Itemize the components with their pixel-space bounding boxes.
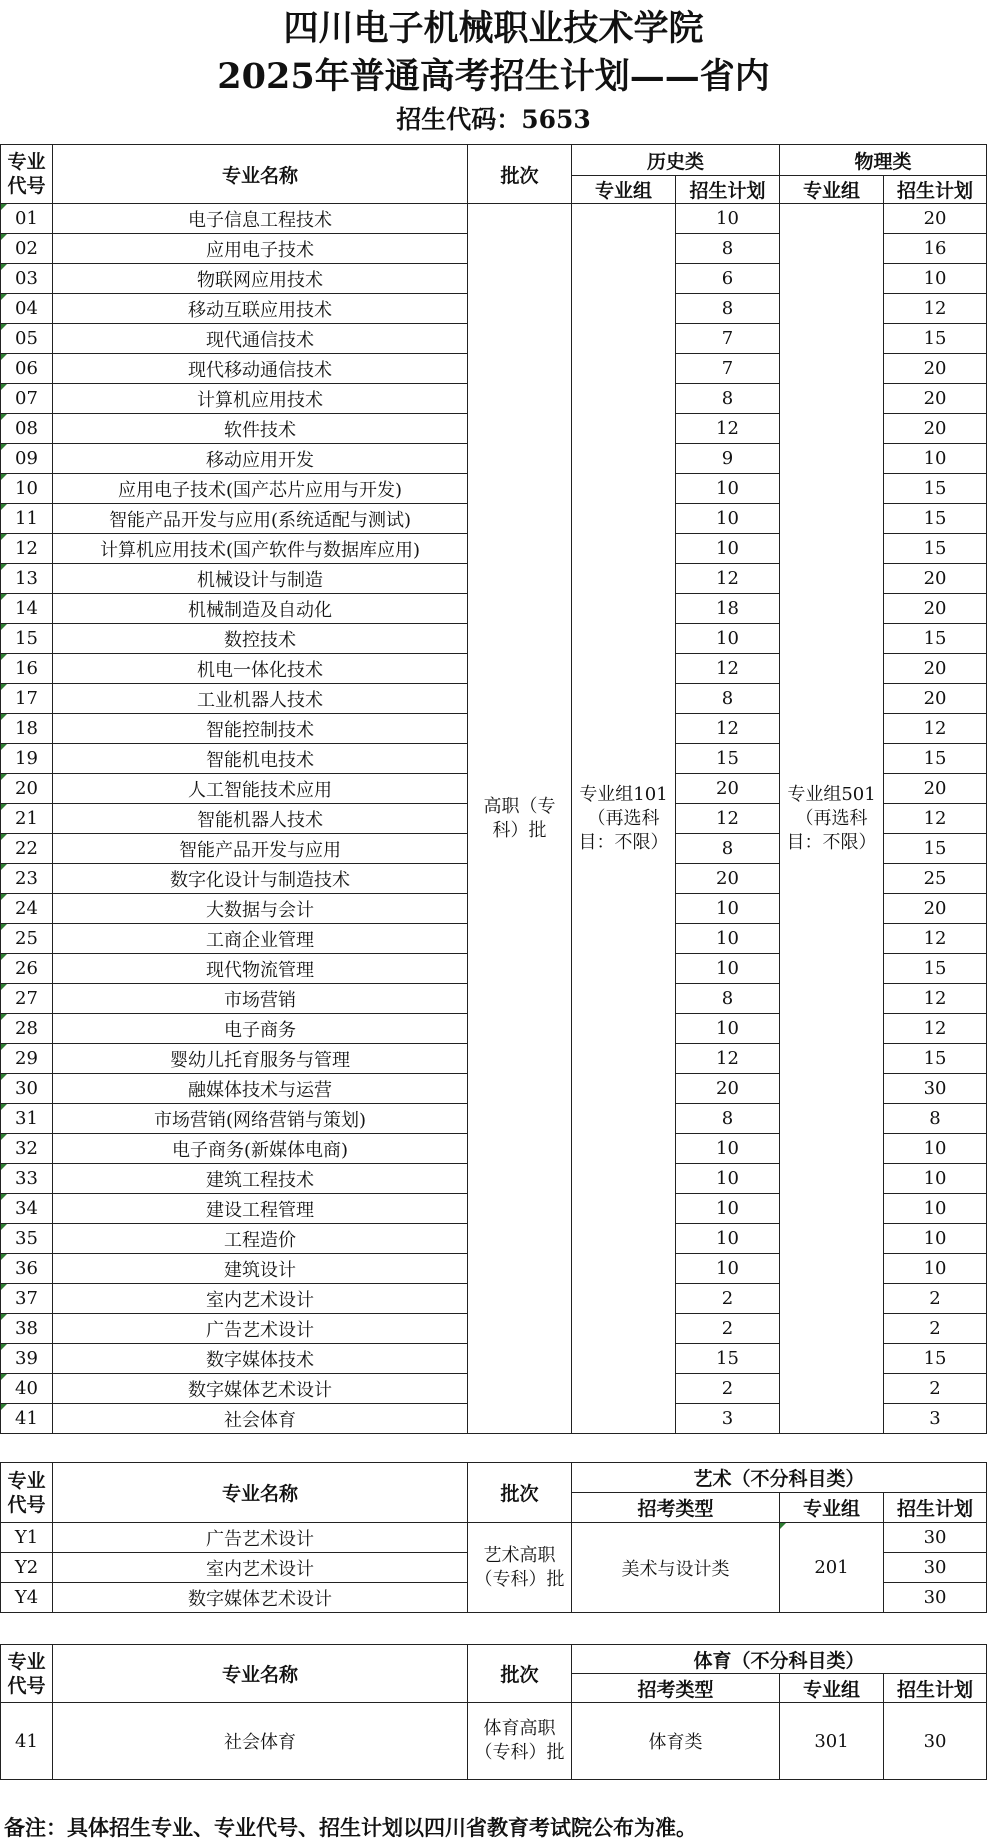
- history-plan: 2: [676, 1374, 780, 1404]
- row-code: 36: [1, 1254, 53, 1284]
- row-code: 10: [1, 474, 53, 504]
- row-name: 智能产品开发与应用: [53, 834, 468, 864]
- row-name: 电子信息工程技术: [53, 204, 468, 234]
- history-plan: 12: [676, 564, 780, 594]
- sport-row-name: 社会体育: [53, 1703, 468, 1780]
- physics-plan: 10: [884, 444, 987, 474]
- row-name: 工业机器人技术: [53, 684, 468, 714]
- art-header-plan: 招生计划: [884, 1493, 987, 1523]
- row-code: 11: [1, 504, 53, 534]
- art-group: 201: [780, 1523, 884, 1613]
- art-row-name: 室内艺术设计: [53, 1553, 468, 1583]
- row-name: 建筑工程技术: [53, 1164, 468, 1194]
- row-name: 智能产品开发与应用(系统适配与测试): [53, 504, 468, 534]
- row-code: 20: [1, 774, 53, 804]
- art-header-category: 艺术（不分科目类）: [572, 1463, 987, 1493]
- physics-plan: 12: [884, 804, 987, 834]
- row-code: 05: [1, 324, 53, 354]
- row-name: 应用电子技术(国产芯片应用与开发): [53, 474, 468, 504]
- row-code: 09: [1, 444, 53, 474]
- row-code: 23: [1, 864, 53, 894]
- row-code: 13: [1, 564, 53, 594]
- row-code: 29: [1, 1044, 53, 1074]
- sport-header-batch: 批次: [468, 1645, 572, 1703]
- physics-plan: 15: [884, 1344, 987, 1374]
- row-name: 大数据与会计: [53, 894, 468, 924]
- physics-plan: 20: [884, 204, 987, 234]
- art-row-plan: 30: [884, 1553, 987, 1583]
- history-plan: 10: [676, 474, 780, 504]
- header-name: 专业名称: [53, 145, 468, 204]
- sport-header-code: 专业代号: [1, 1645, 53, 1703]
- sport-plan: 30: [884, 1703, 987, 1780]
- sport-batch: 体育高职（专科）批: [468, 1703, 572, 1780]
- header-physics-plan: 招生计划: [884, 176, 987, 204]
- row-name: 工程造价: [53, 1224, 468, 1254]
- header-history-group: 专业组: [572, 176, 676, 204]
- physics-plan: 15: [884, 624, 987, 654]
- physics-group-cell: 专业组501（再选科目：不限）: [780, 204, 884, 1434]
- physics-plan: 20: [884, 774, 987, 804]
- physics-plan: 12: [884, 714, 987, 744]
- physics-plan: 30: [884, 1074, 987, 1104]
- row-code: 17: [1, 684, 53, 714]
- row-name: 现代通信技术: [53, 324, 468, 354]
- history-plan: 7: [676, 354, 780, 384]
- row-code: 40: [1, 1374, 53, 1404]
- history-plan: 2: [676, 1284, 780, 1314]
- physics-plan: 20: [884, 414, 987, 444]
- header-batch: 批次: [468, 145, 572, 204]
- row-code: 03: [1, 264, 53, 294]
- art-row-name: 数字媒体艺术设计: [53, 1583, 468, 1613]
- row-code: 35: [1, 1224, 53, 1254]
- history-plan: 12: [676, 654, 780, 684]
- physics-plan: 10: [884, 1194, 987, 1224]
- physics-plan: 10: [884, 1254, 987, 1284]
- row-code: 26: [1, 954, 53, 984]
- sport-header-group: 专业组: [780, 1674, 884, 1703]
- row-code: 07: [1, 384, 53, 414]
- history-plan: 20: [676, 864, 780, 894]
- row-code: 19: [1, 744, 53, 774]
- row-name: 人工智能技术应用: [53, 774, 468, 804]
- row-code: 33: [1, 1164, 53, 1194]
- table-row: [1, 204, 987, 234]
- physics-plan: 16: [884, 234, 987, 264]
- row-name: 移动应用开发: [53, 444, 468, 474]
- history-plan: 10: [676, 624, 780, 654]
- history-plan: 12: [676, 1044, 780, 1074]
- art-row-name: 广告艺术设计: [53, 1523, 468, 1553]
- history-plan: 6: [676, 264, 780, 294]
- row-name: 软件技术: [53, 414, 468, 444]
- art-row-plan: 30: [884, 1583, 987, 1613]
- physics-plan: 12: [884, 294, 987, 324]
- row-name: 社会体育: [53, 1404, 468, 1434]
- row-name: 智能机器人技术: [53, 804, 468, 834]
- sport-header-type: 招考类型: [572, 1674, 780, 1703]
- physics-plan: 2: [884, 1314, 987, 1344]
- row-name: 数字化设计与制造技术: [53, 864, 468, 894]
- physics-plan: 10: [884, 1224, 987, 1254]
- row-code: 21: [1, 804, 53, 834]
- row-name: 广告艺术设计: [53, 1314, 468, 1344]
- art-row-code: Y2: [1, 1553, 53, 1583]
- physics-plan: 25: [884, 864, 987, 894]
- history-group-cell: 专业组101（再选科目：不限）: [572, 204, 676, 1434]
- sport-header-name: 专业名称: [53, 1645, 468, 1703]
- history-plan: 10: [676, 894, 780, 924]
- history-plan: 8: [676, 834, 780, 864]
- row-code: 25: [1, 924, 53, 954]
- header-code: 专业代号: [1, 145, 53, 204]
- physics-plan: 15: [884, 744, 987, 774]
- history-plan: 10: [676, 1014, 780, 1044]
- physics-plan: 3: [884, 1404, 987, 1434]
- history-plan: 8: [676, 294, 780, 324]
- history-plan: 8: [676, 1104, 780, 1134]
- physics-plan: 15: [884, 834, 987, 864]
- art-header-batch: 批次: [468, 1463, 572, 1523]
- history-plan: 10: [676, 1194, 780, 1224]
- main-plan-table: [0, 144, 987, 1434]
- history-plan: 10: [676, 954, 780, 984]
- row-name: 机械制造及自动化: [53, 594, 468, 624]
- row-name: 现代移动通信技术: [53, 354, 468, 384]
- art-header-name: 专业名称: [53, 1463, 468, 1523]
- history-plan: 3: [676, 1404, 780, 1434]
- physics-plan: 2: [884, 1374, 987, 1404]
- art-row-code: Y4: [1, 1583, 53, 1613]
- row-code: 39: [1, 1344, 53, 1374]
- physics-plan: 20: [884, 894, 987, 924]
- history-plan: 15: [676, 744, 780, 774]
- history-plan: 10: [676, 204, 780, 234]
- row-name: 数控技术: [53, 624, 468, 654]
- physics-plan: 20: [884, 684, 987, 714]
- header-physics-group: 专业组: [780, 176, 884, 204]
- history-plan: 8: [676, 234, 780, 264]
- row-code: 06: [1, 354, 53, 384]
- row-code: 37: [1, 1284, 53, 1314]
- art-header-type: 招考类型: [572, 1493, 780, 1523]
- history-plan: 10: [676, 1224, 780, 1254]
- art-batch: 艺术高职（专科）批: [468, 1523, 572, 1613]
- history-plan: 12: [676, 804, 780, 834]
- physics-plan: 10: [884, 1164, 987, 1194]
- art-header-group: 专业组: [780, 1493, 884, 1523]
- physics-plan: 20: [884, 654, 987, 684]
- row-code: 31: [1, 1104, 53, 1134]
- header-physics: 物理类: [780, 145, 987, 176]
- row-name: 计算机应用技术: [53, 384, 468, 414]
- row-name: 市场营销: [53, 984, 468, 1014]
- physics-plan: 15: [884, 534, 987, 564]
- history-plan: 20: [676, 1074, 780, 1104]
- row-code: 34: [1, 1194, 53, 1224]
- row-code: 28: [1, 1014, 53, 1044]
- row-name: 计算机应用技术(国产软件与数据库应用): [53, 534, 468, 564]
- row-name: 机械设计与制造: [53, 564, 468, 594]
- physics-plan: 10: [884, 264, 987, 294]
- physics-plan: 15: [884, 474, 987, 504]
- row-name: 数字媒体艺术设计: [53, 1374, 468, 1404]
- row-name: 机电一体化技术: [53, 654, 468, 684]
- physics-plan: 12: [884, 984, 987, 1014]
- row-name: 建筑设计: [53, 1254, 468, 1284]
- sport-type: 体育类: [572, 1703, 780, 1780]
- sport-header-plan: 招生计划: [884, 1674, 987, 1703]
- enrollment-code: 招生代码：5653: [396, 105, 591, 134]
- row-code: 18: [1, 714, 53, 744]
- row-name: 移动互联应用技术: [53, 294, 468, 324]
- history-plan: 9: [676, 444, 780, 474]
- sport-row-code: 41: [1, 1703, 53, 1780]
- row-name: 室内艺术设计: [53, 1284, 468, 1314]
- header-history: 历史类: [572, 145, 780, 176]
- sport-header-category: 体育（不分科目类）: [572, 1645, 987, 1674]
- row-code: 24: [1, 894, 53, 924]
- row-name: 电子商务(新媒体电商): [53, 1134, 468, 1164]
- history-plan: 10: [676, 1254, 780, 1284]
- row-name: 智能控制技术: [53, 714, 468, 744]
- physics-plan: 20: [884, 594, 987, 624]
- batch-cell: 高职（专科）批: [468, 204, 572, 1434]
- history-plan: 10: [676, 1134, 780, 1164]
- physics-plan: 15: [884, 1044, 987, 1074]
- row-code: 27: [1, 984, 53, 1014]
- history-plan: 12: [676, 414, 780, 444]
- art-row-plan: 30: [884, 1523, 987, 1553]
- document-title: 四川电子机械职业技术学院: [283, 8, 704, 49]
- row-name: 数字媒体技术: [53, 1344, 468, 1374]
- row-code: 32: [1, 1134, 53, 1164]
- row-name: 建设工程管理: [53, 1194, 468, 1224]
- history-plan: 10: [676, 1164, 780, 1194]
- physics-plan: 2: [884, 1284, 987, 1314]
- row-code: 01: [1, 204, 53, 234]
- history-plan: 8: [676, 684, 780, 714]
- row-code: 30: [1, 1074, 53, 1104]
- art-header-code: 专业代号: [1, 1463, 53, 1523]
- history-plan: 20: [676, 774, 780, 804]
- row-code: 16: [1, 654, 53, 684]
- history-plan: 10: [676, 504, 780, 534]
- row-name: 物联网应用技术: [53, 264, 468, 294]
- row-code: 22: [1, 834, 53, 864]
- physics-plan: 20: [884, 354, 987, 384]
- physics-plan: 10: [884, 1134, 987, 1164]
- history-plan: 7: [676, 324, 780, 354]
- row-code: 15: [1, 624, 53, 654]
- row-code: 02: [1, 234, 53, 264]
- physics-plan: 12: [884, 1014, 987, 1044]
- history-plan: 2: [676, 1314, 780, 1344]
- history-plan: 10: [676, 534, 780, 564]
- art-plan-table: [0, 1462, 987, 1613]
- physics-plan: 15: [884, 324, 987, 354]
- history-plan: 8: [676, 984, 780, 1014]
- physics-plan: 15: [884, 954, 987, 984]
- row-name: 智能机电技术: [53, 744, 468, 774]
- footnote: 备注：具体招生专业、专业代号、招生计划以四川省教育考试院公布为准。: [4, 1815, 697, 1840]
- row-name: 现代物流管理: [53, 954, 468, 984]
- physics-plan: 12: [884, 924, 987, 954]
- row-name: 电子商务: [53, 1014, 468, 1044]
- row-name: 工商企业管理: [53, 924, 468, 954]
- history-plan: 8: [676, 384, 780, 414]
- sport-group: 301: [780, 1703, 884, 1780]
- row-code: 41: [1, 1404, 53, 1434]
- row-code: 04: [1, 294, 53, 324]
- history-plan: 10: [676, 924, 780, 954]
- history-plan: 15: [676, 1344, 780, 1374]
- physics-plan: 8: [884, 1104, 987, 1134]
- document-subtitle: 2025年普通高考招生计划——省内: [217, 56, 770, 97]
- physics-plan: 20: [884, 384, 987, 414]
- art-row-code: Y1: [1, 1523, 53, 1553]
- row-name: 婴幼儿托育服务与管理: [53, 1044, 468, 1074]
- header-history-plan: 招生计划: [676, 176, 780, 204]
- sport-plan-table: [0, 1644, 987, 1780]
- history-plan: 18: [676, 594, 780, 624]
- row-name: 融媒体技术与运营: [53, 1074, 468, 1104]
- row-code: 38: [1, 1314, 53, 1344]
- history-plan: 12: [676, 714, 780, 744]
- art-type: 美术与设计类: [572, 1523, 780, 1613]
- physics-plan: 15: [884, 504, 987, 534]
- row-code: 14: [1, 594, 53, 624]
- row-name: 市场营销(网络营销与策划): [53, 1104, 468, 1134]
- row-name: 应用电子技术: [53, 234, 468, 264]
- row-code: 12: [1, 534, 53, 564]
- physics-plan: 20: [884, 564, 987, 594]
- row-code: 08: [1, 414, 53, 444]
